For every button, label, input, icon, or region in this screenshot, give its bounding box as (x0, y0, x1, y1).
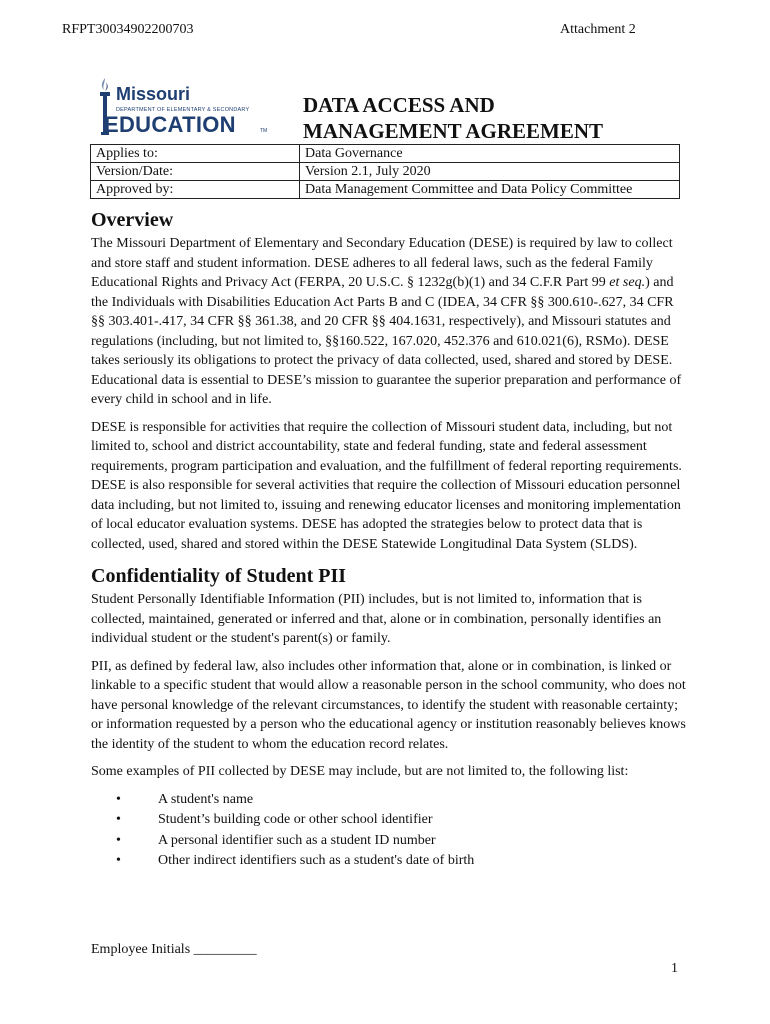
logo-dept-text: DEPARTMENT OF ELEMENTARY & SECONDARY (116, 107, 250, 113)
confidentiality-heading: Confidentiality of Student PII (91, 565, 347, 587)
title-line-2: MANAGEMENT AGREEMENT (303, 119, 604, 143)
employee-initials-field[interactable]: Employee Initials _________ (91, 942, 257, 957)
document-body (91, 206, 686, 872)
logo-education-text: EDUCATION (104, 112, 236, 137)
list-item: • Other indirect identifiers such as a student's date of birth (91, 851, 686, 872)
logo-tm: TM (260, 128, 268, 134)
meta-value: Data Governance (300, 145, 680, 163)
confidentiality-paragraph-1: Student Personally Identifiable Information (PII) includes, but is not limited to, information that is collected, maintained, generated or inferred and that, alone or in combination, personally identifies an individual student or the student's parent(s) or family. (91, 592, 662, 646)
overview-paragraph-2: DESE is responsible for activities that require the collection of Missouri student data, including, but not limited to, school and district accountability, state and federal funding, state and federal assessment requirements, program participation and evaluation, and the fulfillment of federal reporting requirements. DESE is also responsible for several activities that require the collection of Missouri education personnel data including, but not limited to, issuing and renewing educator licenses and monitoring implementation of local educator evaluation systems. DESE has adopted the strategies below to protect data that is collected, used, shared and stored within the DESE Statewide Longitudinal Data System (SLDS). (91, 419, 682, 552)
title-line-1: DATA ACCESS AND (303, 93, 495, 117)
list-item: • A personal identifier such as a student ID number (91, 831, 686, 852)
meta-key: Applies to: (91, 145, 300, 163)
document-meta-table (90, 144, 680, 199)
meta-row (91, 145, 680, 163)
meta-row (91, 181, 680, 199)
list-item: • A student's name (91, 790, 686, 811)
logo-missouri-text: Missouri (116, 84, 191, 104)
missouri-education-logo (96, 76, 276, 138)
list-item: • Student’s building code or other school identifier (91, 810, 686, 831)
bullet-icon: • (116, 791, 121, 807)
confidentiality-paragraph-3: Some examples of PII collected by DESE may include, but are not limited to, the following list: (91, 764, 629, 779)
document-title (303, 92, 603, 144)
bullet-icon: • (116, 812, 121, 827)
meta-value: Version 2.1, July 2020 (300, 163, 680, 181)
meta-key: Version/Date: (91, 163, 300, 181)
overview-paragraph-1: The Missouri Department of Elementary and Secondary Education (DESE) is required by law to collect and store staff and student information. DESE adheres to all federal laws, such as the federal Family Educational Rights and Privacy Act (FERPA, 20 U.S.C. § 1232g(b)(1) and 34 C.F.R Part 99 et seq.) and the Individuals with Disabilities Education Act Parts B and C (IDEA, 34 CFR §§ 300.610-.627, 34 CFR §§ 303.401-.417, 34 CFR §§ 361.38, and 20 CFR §§ 404.1631, respectively), and Missouri statutes and regulations (including, but not limited to, §§160.522, 167.020, 452.376 and 610.021(6), RSMo). DESE takes seriously its obligations to protect the privacy of data collected, used, shared and stored by DESE. Educational data is essential to DESE’s mission to guarantee the superior preparation and performance of every child in school and in life. (91, 236, 682, 407)
document-id: RFPT30034902200703 (62, 22, 194, 37)
attachment-label: Attachment 2 (560, 22, 636, 37)
page-number: 1 (671, 961, 678, 976)
pii-examples-list (91, 790, 686, 872)
meta-key: Approved by: (91, 181, 300, 199)
bullet-icon: • (116, 853, 121, 868)
meta-row (91, 163, 680, 181)
bullet-icon: • (116, 832, 121, 848)
confidentiality-paragraph-2: PII, as defined by federal law, also includes other information that, alone or in combination, is linked or linkable to a specific student that would allow a reasonable person in the school community, who does not have personal knowledge of the relevant circumstances, to identify the student with reasonable certainty; or information requested by a person who the educational agency or institution reasonably believes knows the identity of the student to whom the education record relates. (91, 658, 686, 752)
overview-heading: Overview (91, 209, 174, 231)
meta-value: Data Management Committee and Data Policy Committee (300, 181, 680, 199)
